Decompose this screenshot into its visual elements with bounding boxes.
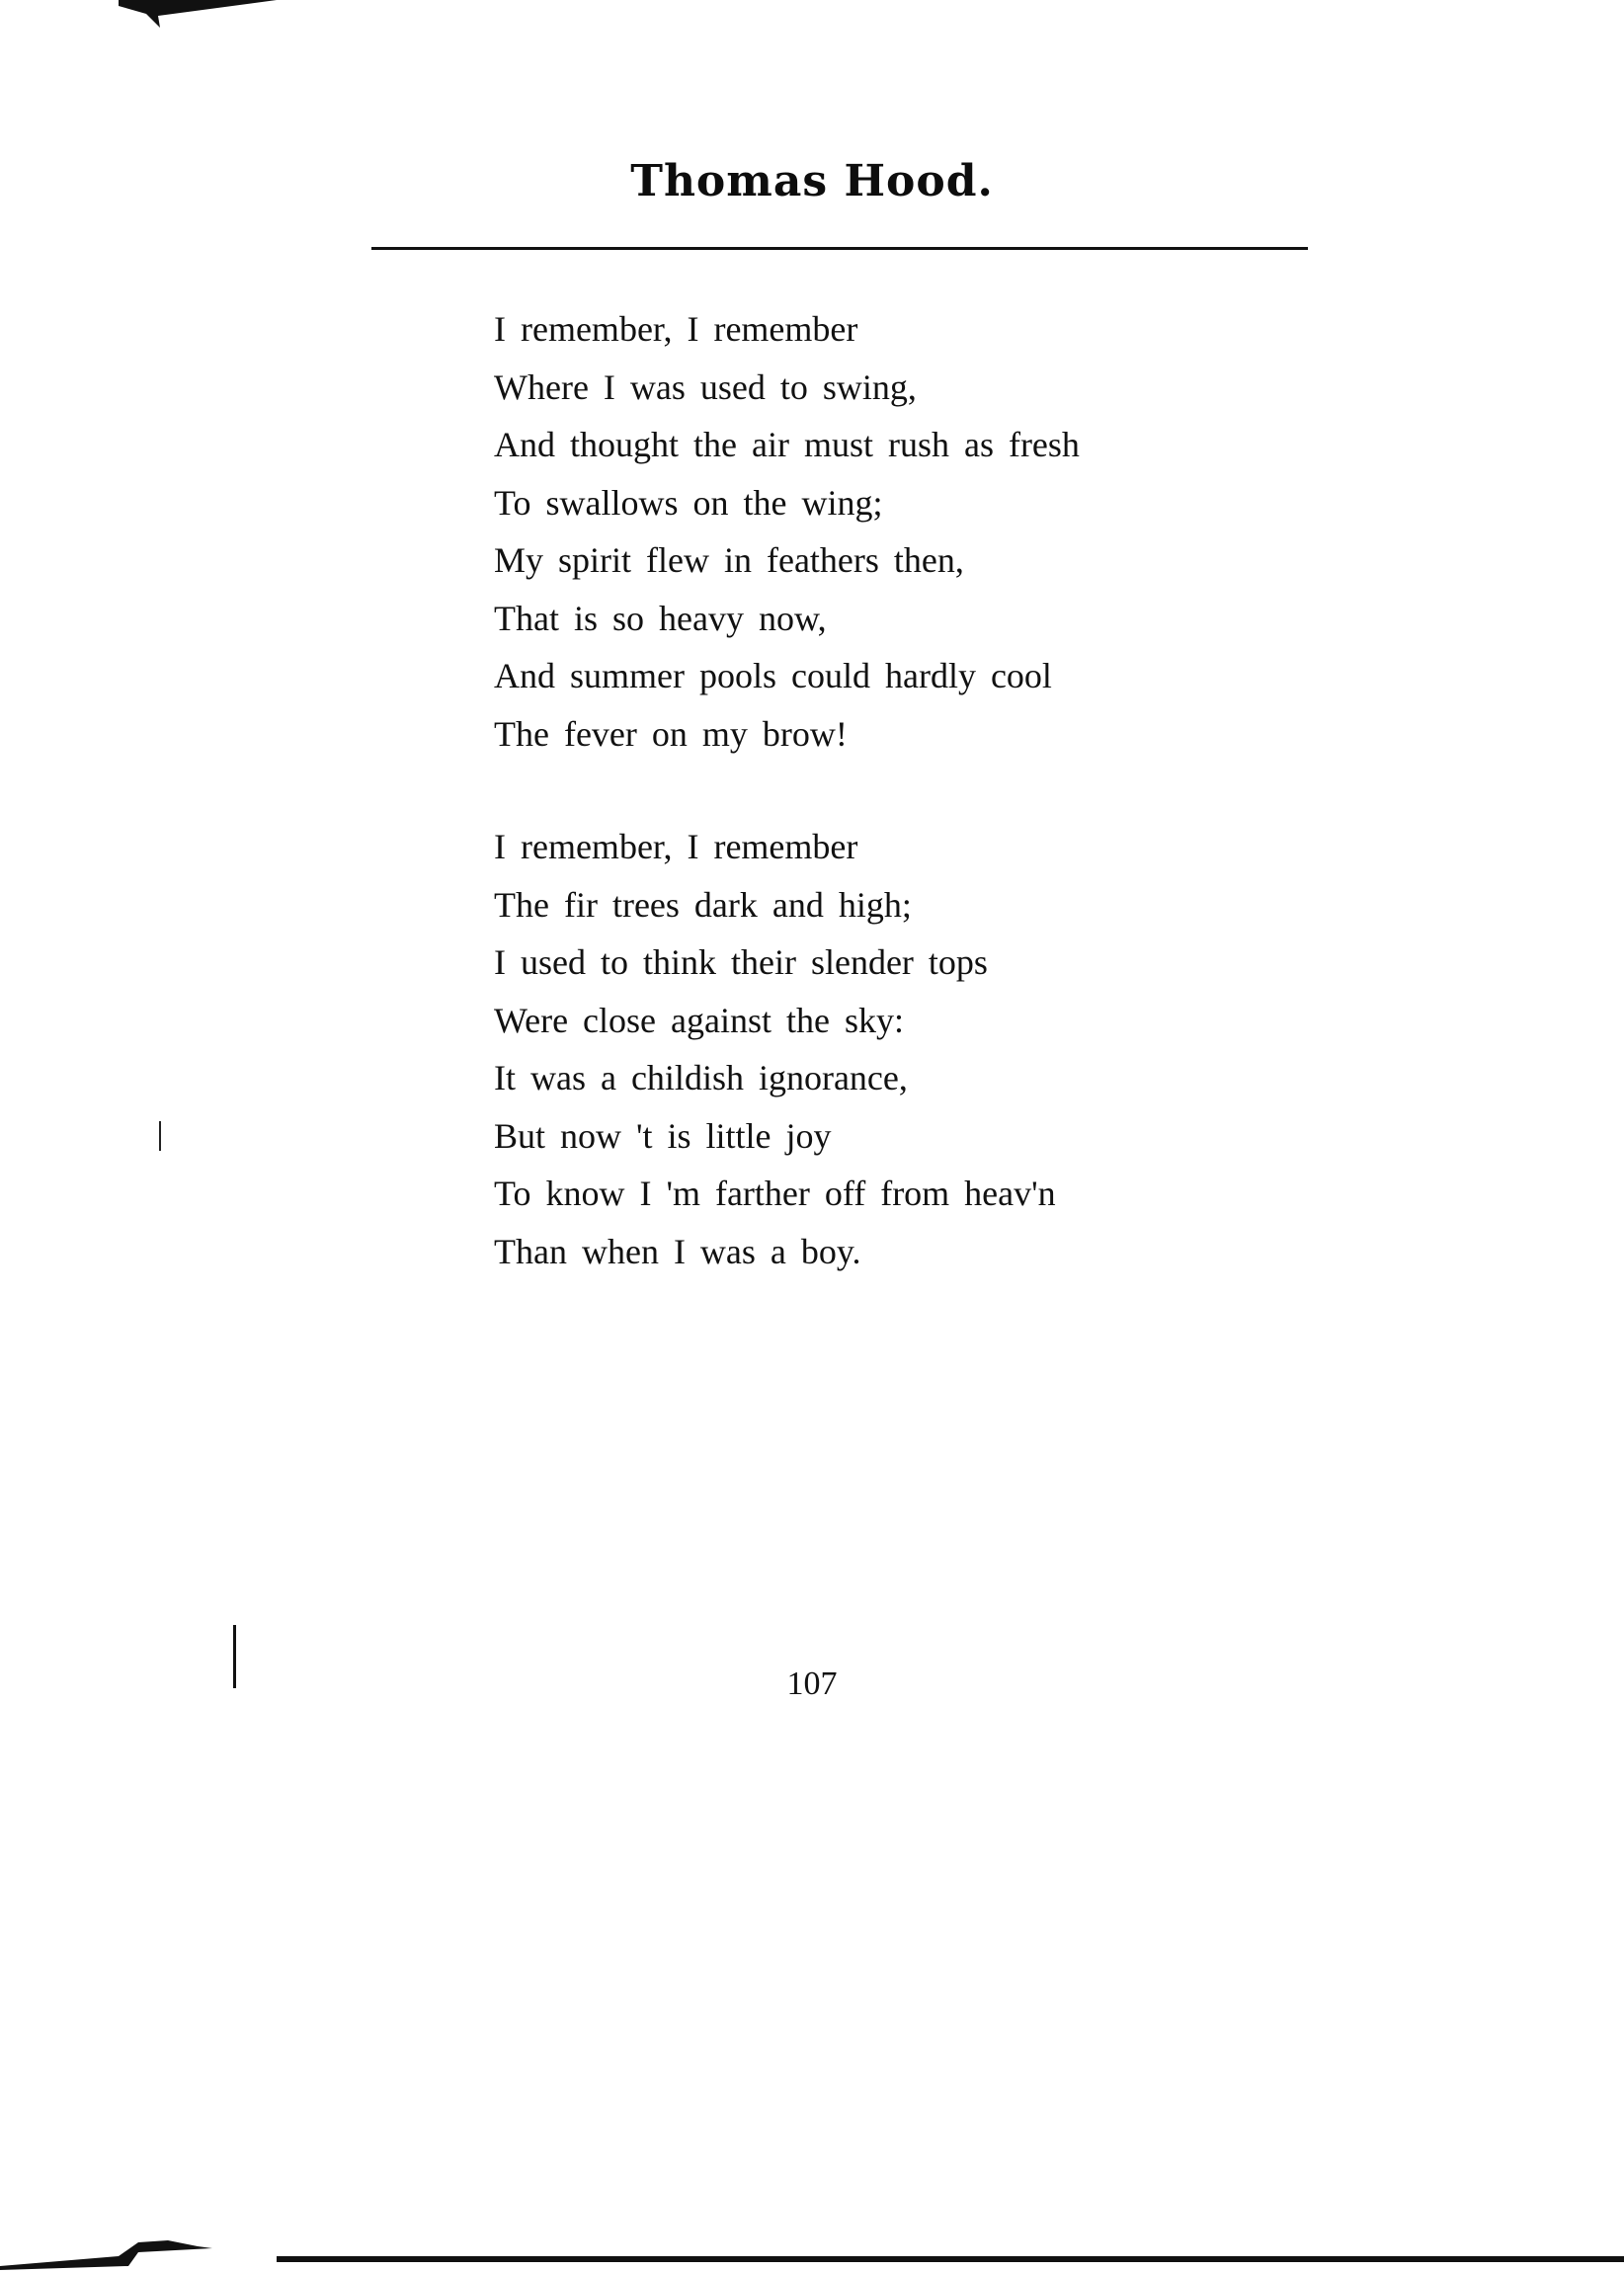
margin-mark (159, 1121, 161, 1151)
poem (494, 300, 1383, 1336)
scan-artifact-bottom (0, 2223, 237, 2272)
poem-line: And thought the air must rush as fresh (494, 425, 1080, 464)
stanza-2 (494, 818, 1383, 1280)
poem-line: I used to think their slender tops (494, 942, 988, 982)
stanza-1 (494, 300, 1383, 763)
poem-line: To know I 'm farther off from heav'n (494, 1174, 1056, 1213)
poem-line: The fever on my brow! (494, 713, 848, 754)
poem-line: I remember, I remember (494, 827, 858, 866)
scan-artifact-rule (277, 2256, 1624, 2262)
poem-line: It was a childish ignorance, (494, 1058, 908, 1097)
header-rule (371, 247, 1308, 250)
poem-line: Than when I was a boy. (494, 1231, 861, 1271)
poem-line: And summer pools could hardly cool (494, 656, 1052, 695)
poem-line: Where I was used to swing, (494, 366, 917, 407)
poem-line: That is so heavy now, (494, 598, 827, 638)
poem-line: But now 't is little joy (494, 1115, 832, 1156)
poem-line: Were close against the sky: (494, 1000, 904, 1040)
poem-line: I remember, I remember (494, 309, 858, 349)
scan-artifact-top (119, 0, 277, 28)
poem-line: My spirit flew in feathers then, (494, 540, 964, 580)
page-number: 107 (786, 1665, 838, 1702)
poem-line: To swallows on the wing; (494, 482, 883, 523)
running-head: Thomas Hood. (630, 156, 994, 206)
poem-line: The fir trees dark and high; (494, 884, 912, 925)
